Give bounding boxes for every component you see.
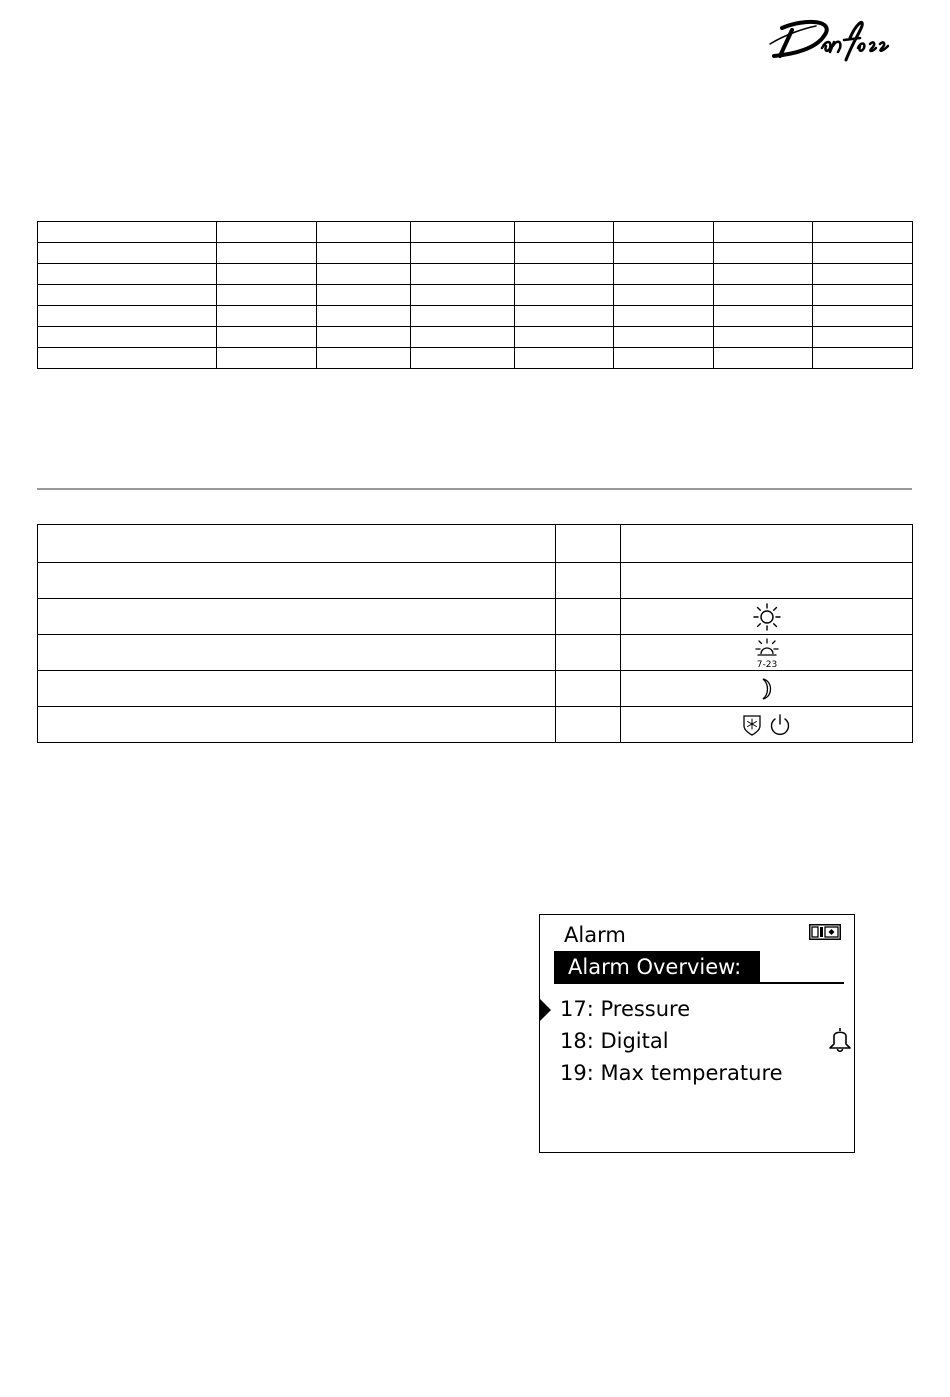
table-row — [38, 306, 913, 327]
data-table-empty — [37, 221, 913, 369]
sun-timed-icon — [752, 637, 782, 669]
table-row — [38, 285, 913, 306]
table-row — [38, 599, 913, 635]
selection-pointer-icon — [539, 997, 553, 1023]
table-row — [38, 327, 913, 348]
power-icon — [768, 713, 792, 737]
sun-icon — [753, 603, 781, 631]
alarm-overview-header: Alarm Overview: — [554, 951, 760, 983]
alarm-item-18[interactable]: 18: Digital — [560, 1029, 669, 1053]
moon-icon — [757, 676, 777, 702]
bell-icon — [826, 1025, 854, 1053]
alarm-item-19[interactable]: 19: Max temperature — [560, 1061, 783, 1085]
table-row — [38, 264, 913, 285]
alarm-item-17[interactable]: 17: Pressure — [560, 997, 691, 1021]
frost-protection-icon — [741, 713, 763, 737]
alarm-display — [539, 914, 855, 1153]
table-row — [38, 222, 913, 243]
table-row — [38, 707, 913, 743]
table-row — [38, 635, 913, 671]
danfoss-logo — [766, 14, 896, 64]
section-divider — [37, 488, 912, 490]
display-title: Alarm — [564, 923, 626, 947]
table-row — [38, 671, 913, 707]
display-mode-icon — [809, 924, 841, 940]
svg-text:7-23: 7-23 — [756, 659, 777, 669]
table-row — [38, 525, 913, 563]
mode-table — [37, 524, 913, 743]
table-row — [38, 348, 913, 369]
table-row — [38, 243, 913, 264]
header-underline — [554, 982, 844, 984]
table-row — [38, 563, 913, 599]
